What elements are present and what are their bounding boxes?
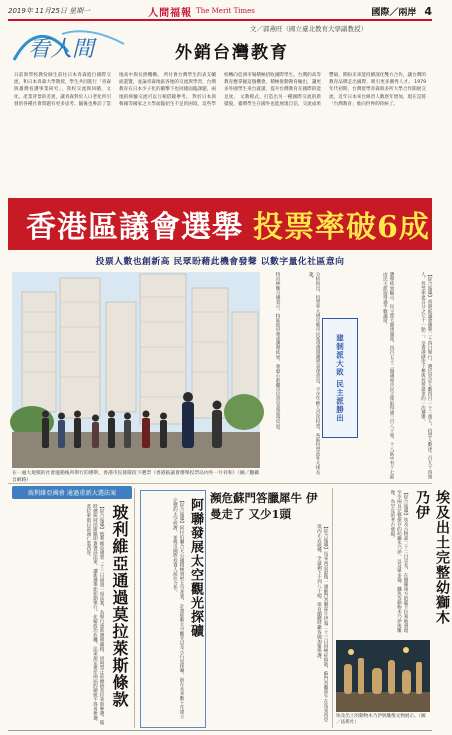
pull-quote-box: 建制派大敗 民主派勝出 [322, 318, 358, 438]
section-name: 國際／兩岸 [371, 7, 417, 18]
story-column-2: 選舉結果顯示，民主派大勝建制派，四百五十二個議席中民主派取得逾三百八十席，十八區中有十七區由民主派取得過半數議席。 [382, 272, 394, 479]
election-photo-art [12, 272, 260, 468]
issue-date: 2019年 11月25日 星期一 [8, 7, 91, 15]
egypt-story: 【綜合報導】埃及古物部二十三日宣布，在開羅南方的薩卡拉墓地發現至少兩具完整保存的幼獅木乃伊，以及眾多貓、鱷魚等動物木乃伊與雕像，為罕見的考古發現。 [389, 490, 408, 633]
story-column-1: 【綜合報導】香港區議會選舉二十四日舉行，選民登記人數四百一十三萬人，投票人數達二百九十四萬人，投票率達百分之七十一點二，是香港歷史上參與投票最多的一次選舉。 [420, 272, 432, 479]
uae-story: 【綜合報導】阿拉伯聯合大公國積極發展太空產業，計畫推動太空觀光以及小行星探礦，盼在未來數十年建立完整的太空經濟，並吸引國際投資人前往合作。 [172, 498, 184, 719]
paper-logo: 人間福報 [148, 7, 193, 19]
photo-caption: 在一處大規模的社會運動後所舉行的選舉，香港市民排隊投下選票（香港區議會選舉投票站內外一片祥和）（圖／翻攝自網路） [12, 471, 260, 483]
egypt-headline: 埃及出土完整幼獅木乃伊 [414, 490, 450, 625]
story-column-4: 特首林鄭月娥表示，特區政府尊重選舉結果，會虛心聆聽市民意見並認真反思。 [275, 272, 280, 433]
egypt-photo-art [336, 640, 430, 712]
page-number: 4 [424, 4, 432, 18]
bolivia-story: 【綜合報導】玻利維亞國會二十三日通過一項法案，為舉行重新選舉鋪路，同時禁止前總統莫拉萊斯參選。臨時總統阿涅斯隨即簽署該法案，讓新選舉能如期舉行，化解政治危機。法案規定連任兩屆的總統不得再參選，莫拉萊斯目前流亡墨西哥。 [85, 504, 104, 725]
bolivia-headline: 玻利維亞通過莫拉萊斯條款 [110, 504, 129, 708]
main-headline-part2: 投票率破6成 [253, 210, 430, 245]
column-divider-1 [134, 488, 135, 728]
bolivia-kicker: 玻利維亞國會 通過重新大選法案 [12, 486, 132, 499]
story-column-3: 分析指出，投票率大增反映市民希望透過選票表達意見，不少年輕人首次投票，各區投票站外大排長龍。 [308, 272, 320, 475]
column-divider-2 [332, 488, 333, 728]
column-logo-art [10, 24, 130, 68]
paper-logo-english: The Merit Times [196, 7, 255, 15]
page-header [8, 4, 432, 18]
election-photo [12, 272, 260, 468]
main-headline-part1: 香港區議會選舉 [26, 210, 243, 245]
column-logo-text: 看人間 [28, 37, 95, 62]
rhino-headline: 瀕危蘇門答臘犀牛 伊曼走了 又少1頭 [210, 491, 318, 521]
page-bottom-rule [8, 730, 432, 731]
column-title: 外銷台灣教育 [175, 43, 289, 63]
column-body: 日前與學校教份師生前往日本青森進行國際交流，和日本青森大學教授、學生共同進行「青森與臺灣看護事業研究」，我校交流與回饋，文化、產業背景的差異，讓青森對於人口老化所引發的各種社會問題有更多思考。隨後也參訪了當地高中與長照機構。 所付會台灣學生的表支輔面遊覽，並論青森地區各地的交流與學習，台灣教育在日本少子化的衝擊下也同樣面臨課題，兩地的經驗交流可以互相借鏡參考。 對於日本與韓國等國家之大學面臨招生不足的困境，這些學校轉向亞洲市場積極招收國際學生。台灣的高等教育應掌握這個機會，積極推動教育輸出，讓更多外國學生來台就讀，提升台灣教育在國際的能見度。 文教模式，打造出另一種國際交流的新樣貌，臺灣學生在國外也能展現自信，交流成果豐碩，期盼未來能持續深化雙方合作，讓台灣的教育品牌走出國際，吸引更多優秀人才。 1979年代初期，台灣留學青森與多所大學合作開展交流，近年日本來台修習人數逐年增加，現在是將「台灣教育」推向世界的時候了。 [14, 73, 426, 107]
main-subheadline: 投票人數也創新高 民眾盼藉此機會發聲 以數字量化社區意向 [95, 257, 345, 267]
egypt-photo [336, 640, 430, 712]
column-byline: 文／郭燕旺（國立臺北教育大學副教授） [250, 25, 367, 33]
column-logo [10, 24, 130, 68]
header-rule [8, 19, 432, 21]
rhino-story: 【綜合報導】馬來西亞最後一頭蘇門答臘犀牛伊曼二十三日因癌症病逝，蘇門答臘犀牛在馬來西亞境內正式絕種，全球剩下不到八十頭，保育團體呼籲各國加緊保護。 [316, 524, 328, 722]
section-divider [8, 483, 432, 484]
egypt-photo-caption: 埃及出土的動物木乃伊與雕像文物展示。（圖／法新社） [336, 714, 426, 725]
uae-headline: 阿聯發展太空觀光探礦 [188, 498, 203, 638]
main-headline-banner [8, 198, 432, 250]
